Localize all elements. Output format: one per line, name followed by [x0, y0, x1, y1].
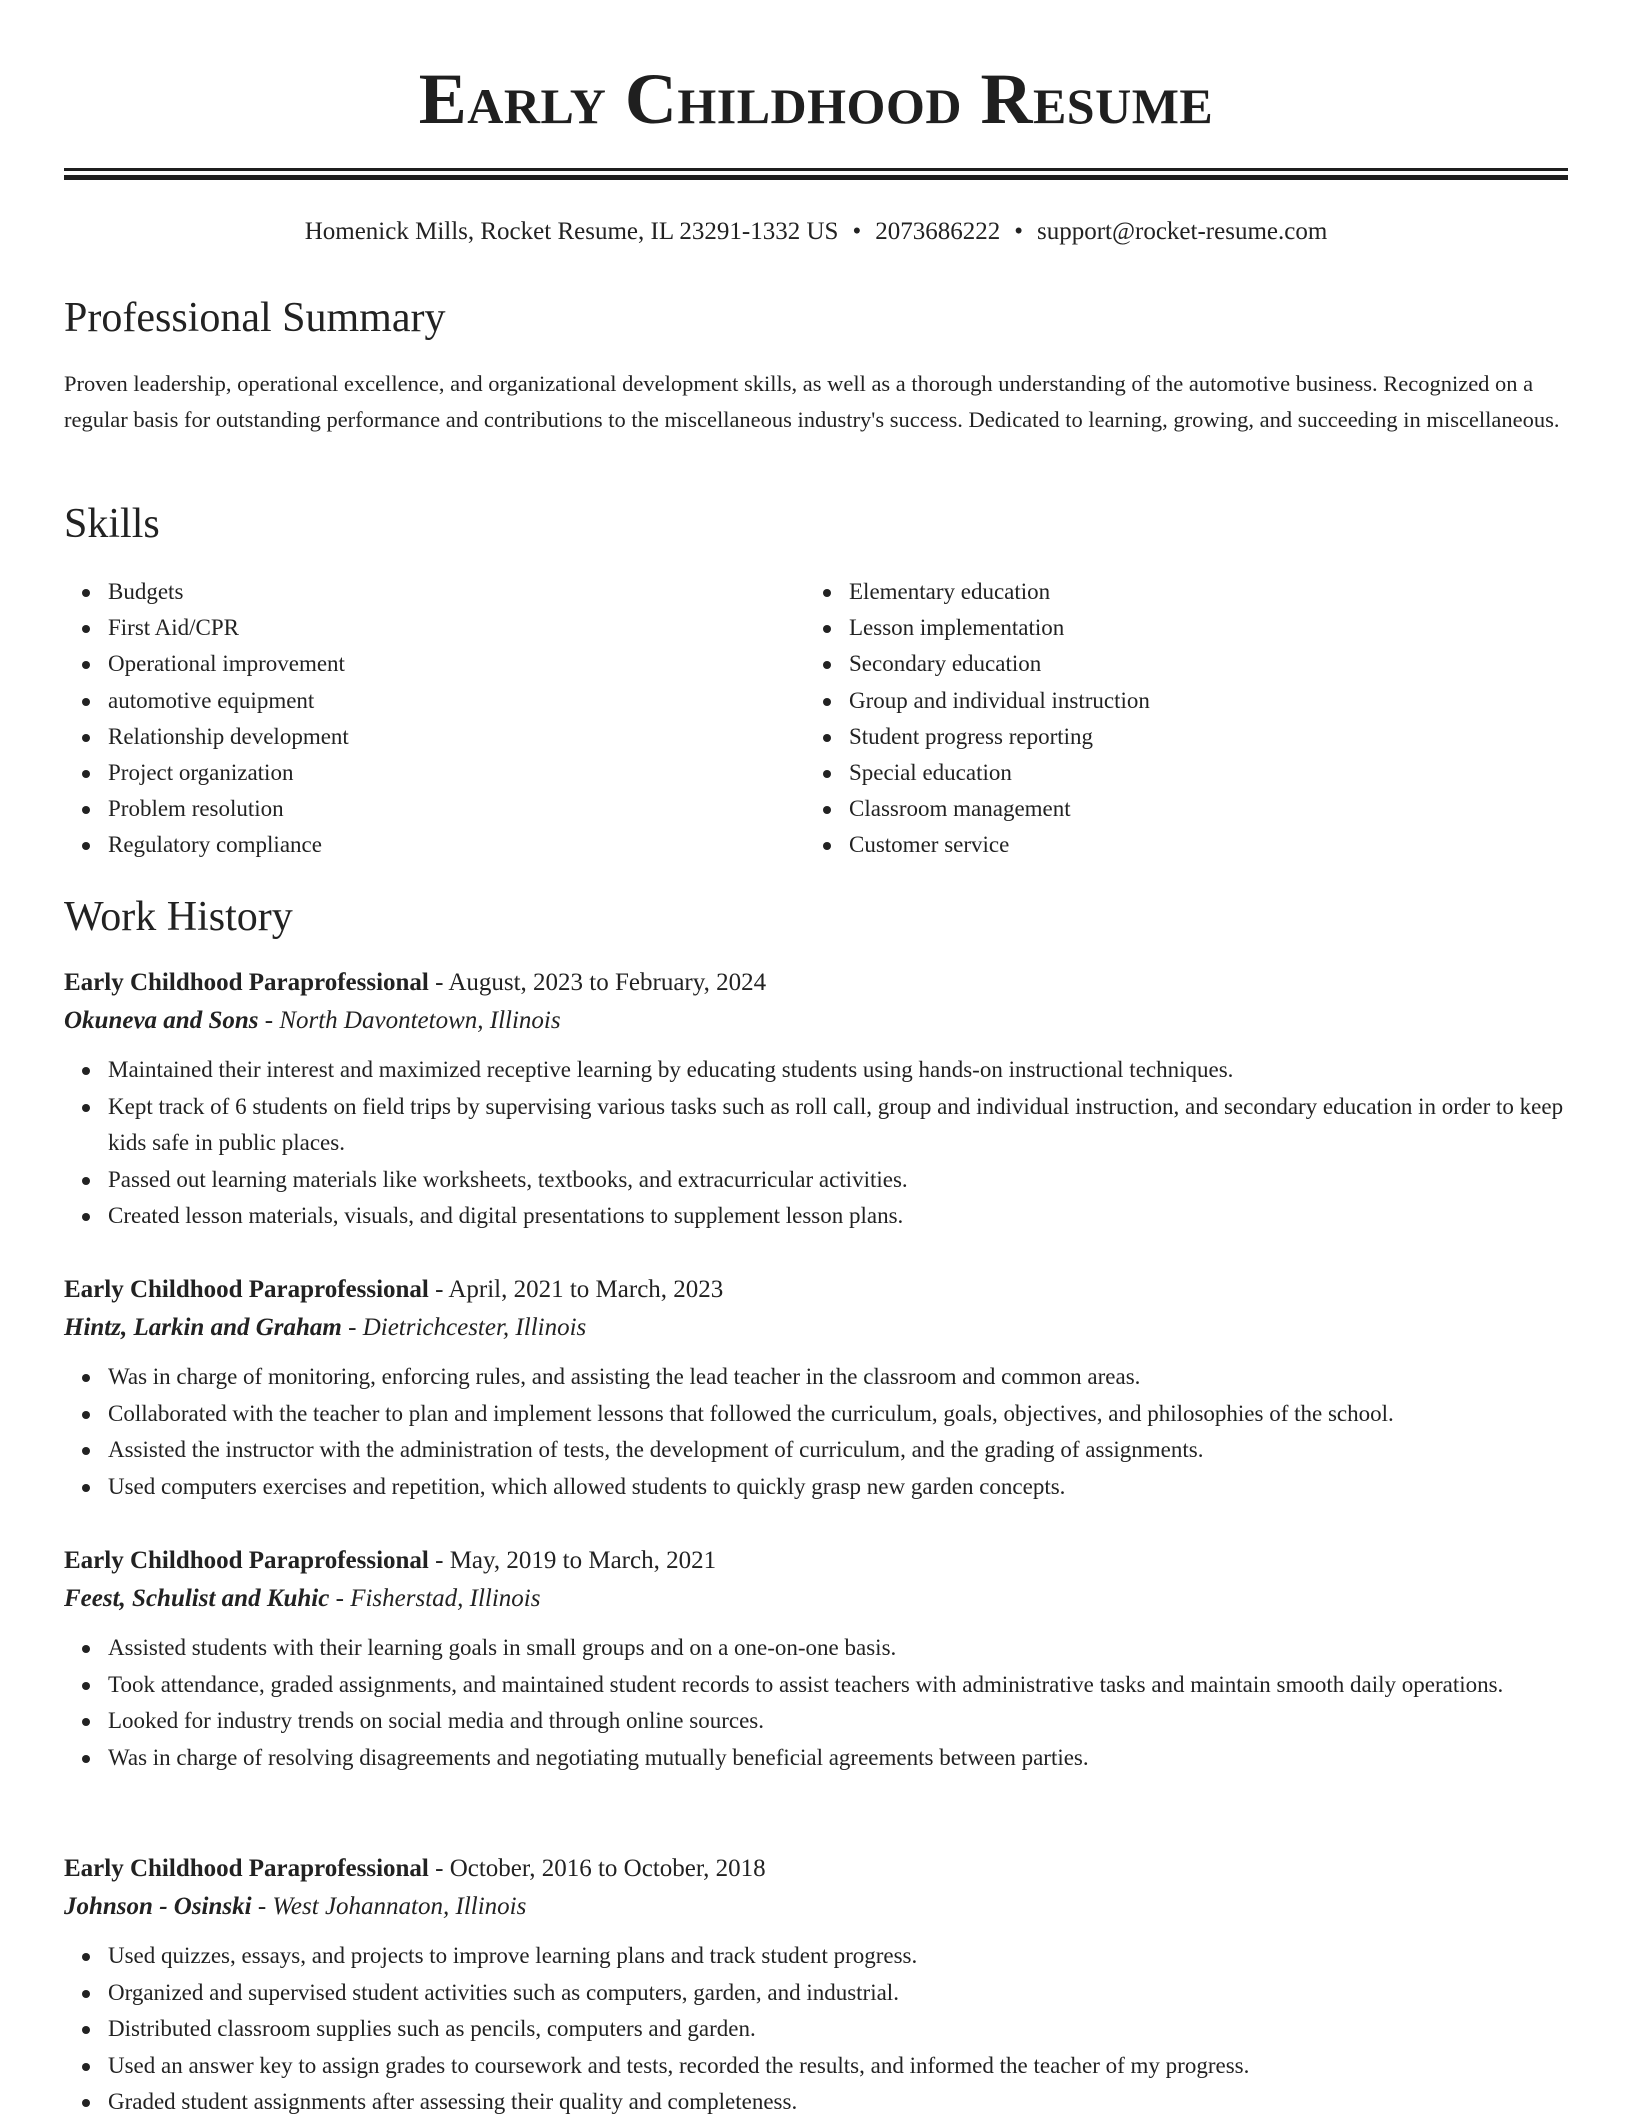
job-dates: April, 2021 to March, 2023	[448, 1276, 724, 1303]
skills-heading: Skills	[64, 501, 160, 547]
job-bullets	[64, 1359, 1568, 1505]
dash: -	[428, 1276, 449, 1303]
job-bullet: Organized and supervised student activities such as computers, garden, and industrial.	[108, 1975, 1568, 2012]
job-bullet: Used quizzes, essays, and projects to improve learning plans and track student progress.	[108, 1938, 1568, 1975]
contact-line	[64, 214, 1568, 250]
job-dates: August, 2023 to February, 2024	[448, 969, 767, 996]
job-dates: May, 2019 to March, 2021	[449, 1547, 717, 1574]
dash: -	[428, 1547, 450, 1574]
skill-item: Classroom management	[849, 791, 1546, 827]
dash: -	[341, 1314, 363, 1341]
job-bullet: Looked for industry trends on social media and through online sources.	[108, 1703, 1568, 1740]
job-bullet: Graded student assignments after assessing their quality and completeness.	[108, 2084, 1568, 2121]
job-title-line	[64, 1542, 1568, 1580]
summary-text: Proven leadership, operational excellence, and organizational development skills, as well as a thorough understanding of the automotive business. Recognized on a regular basis for outstanding performance and contributions to the miscellaneous industry's success. Dedicated to learning, growing, and succeeding in miscellaneous.	[64, 371, 1560, 432]
job-title: Early Childhood Paraprofessional	[64, 969, 429, 996]
company-line	[64, 1888, 1568, 1926]
company-location: Dietrichcester, Illinois	[362, 1314, 587, 1341]
job-bullet: Took attendance, graded assignments, and maintained student records to assist teachers with administrative tasks and maintain smooth daily operations.	[108, 1667, 1568, 1704]
job-title-line	[64, 964, 1568, 1002]
dash: -	[428, 1855, 450, 1882]
job-entry	[64, 1542, 1568, 1776]
job-bullet: Used computers exercises and repetition, which allowed students to quickly grasp new garden concepts.	[108, 1469, 1568, 1506]
skills-list	[64, 574, 1568, 864]
skill-item: Regulatory compliance	[108, 827, 805, 863]
dash: -	[329, 1585, 351, 1612]
job-bullets	[64, 1052, 1568, 1235]
job-dates: October, 2016 to October, 2018	[449, 1855, 766, 1882]
company-name: Johnson - Osinski	[64, 1893, 252, 1920]
company-line	[64, 1580, 1568, 1618]
skill-item: Customer service	[849, 827, 1546, 863]
job-title: Early Childhood Paraprofessional	[64, 1855, 429, 1882]
job-bullet: Was in charge of resolving disagreements and negotiating mutually beneficial agreements between parties.	[108, 1740, 1568, 1777]
work-history-heading: Work History	[64, 894, 293, 940]
job-title: Early Childhood Paraprofessional	[64, 1547, 429, 1574]
skill-item: automotive equipment	[108, 683, 805, 719]
summary-heading: Professional Summary	[64, 295, 446, 341]
job-title-line	[64, 1850, 1568, 1888]
skill-item: Special education	[849, 755, 1546, 791]
job-entry	[64, 964, 1568, 1235]
job-bullets	[64, 1938, 1568, 2121]
skill-item: Budgets	[108, 574, 805, 610]
job-bullets	[64, 1630, 1568, 1776]
job-bullet: Created lesson materials, visuals, and digital presentations to supplement lesson plans.	[108, 1198, 1568, 1235]
skill-item: Lesson implementation	[849, 610, 1546, 646]
skill-item: Elementary education	[849, 574, 1546, 610]
job-entry	[64, 1271, 1568, 1505]
job-bullet: Collaborated with the teacher to plan and implement lessons that followed the curriculum, goals, objectives, and philosophies of the school.	[108, 1396, 1568, 1433]
contact-address: Homenick Mills, Rocket Resume, IL 23291-1332 US	[304, 218, 839, 245]
title-divider-thick	[64, 175, 1568, 180]
company-location: Fisherstad, Illinois	[350, 1585, 541, 1612]
job-bullet: Assisted the instructor with the administration of tests, the development of curriculum, and the grading of assignments.	[108, 1432, 1568, 1469]
skill-item: Relationship development	[108, 719, 805, 755]
job-title: Early Childhood Paraprofessional	[64, 1276, 429, 1303]
contact-separator: •	[852, 218, 862, 245]
resume-title: Early Childhood Resume	[418, 59, 1214, 139]
company-line	[64, 1309, 1568, 1347]
skill-item: Project organization	[108, 755, 805, 791]
company-name: Hintz, Larkin and Graham	[64, 1314, 342, 1341]
company-line	[64, 1002, 1568, 1040]
skill-item: Student progress reporting	[849, 719, 1546, 755]
job-bullet: Was in charge of monitoring, enforcing rules, and assisting the lead teacher in the classroom and common areas.	[108, 1359, 1568, 1396]
company-location: North Davontetown, Illinois	[279, 1007, 561, 1034]
job-bullet: Maintained their interest and maximized receptive learning by educating students using hands-on instructional techniques.	[108, 1052, 1568, 1089]
job-title-line	[64, 1271, 1568, 1309]
skill-item: First Aid/CPR	[108, 610, 805, 646]
job-bullet: Assisted students with their learning goals in small groups and on a one-on-one basis.	[108, 1630, 1568, 1667]
job-entry	[64, 1850, 1568, 2121]
contact-email: support@rocket-resume.com	[1036, 218, 1328, 245]
company-name: Feest, Schulist and Kuhic	[64, 1585, 330, 1612]
title-divider-thin	[64, 168, 1568, 171]
contact-separator: •	[1014, 218, 1023, 245]
skill-item: Operational improvement	[108, 646, 805, 682]
company-location: West Johannaton, Illinois	[272, 1893, 527, 1920]
skill-item: Problem resolution	[108, 791, 805, 827]
skill-item: Group and individual instruction	[849, 683, 1546, 719]
job-bullet: Kept track of 6 students on field trips by supervising various tasks such as roll call, group and individual instruction, and secondary education in order to keep kids safe in public places.	[108, 1089, 1568, 1162]
skills-column-right	[805, 574, 1546, 864]
dash: -	[428, 969, 449, 996]
dash: -	[258, 1007, 280, 1034]
skills-column-left	[64, 574, 805, 864]
job-bullet: Passed out learning materials like worksheets, textbooks, and extracurricular activities.	[108, 1162, 1568, 1199]
company-name: Okuneva and Sons	[64, 1007, 259, 1034]
job-bullet: Distributed classroom supplies such as pencils, computers and garden.	[108, 2011, 1568, 2048]
skill-item: Secondary education	[849, 646, 1546, 682]
dash: -	[251, 1893, 273, 1920]
contact-phone: 2073686222	[875, 218, 1001, 245]
resume-page	[64, 0, 1568, 2114]
job-bullet: Used an answer key to assign grades to coursework and tests, recorded the results, and informed the teacher of my progress.	[108, 2048, 1568, 2085]
